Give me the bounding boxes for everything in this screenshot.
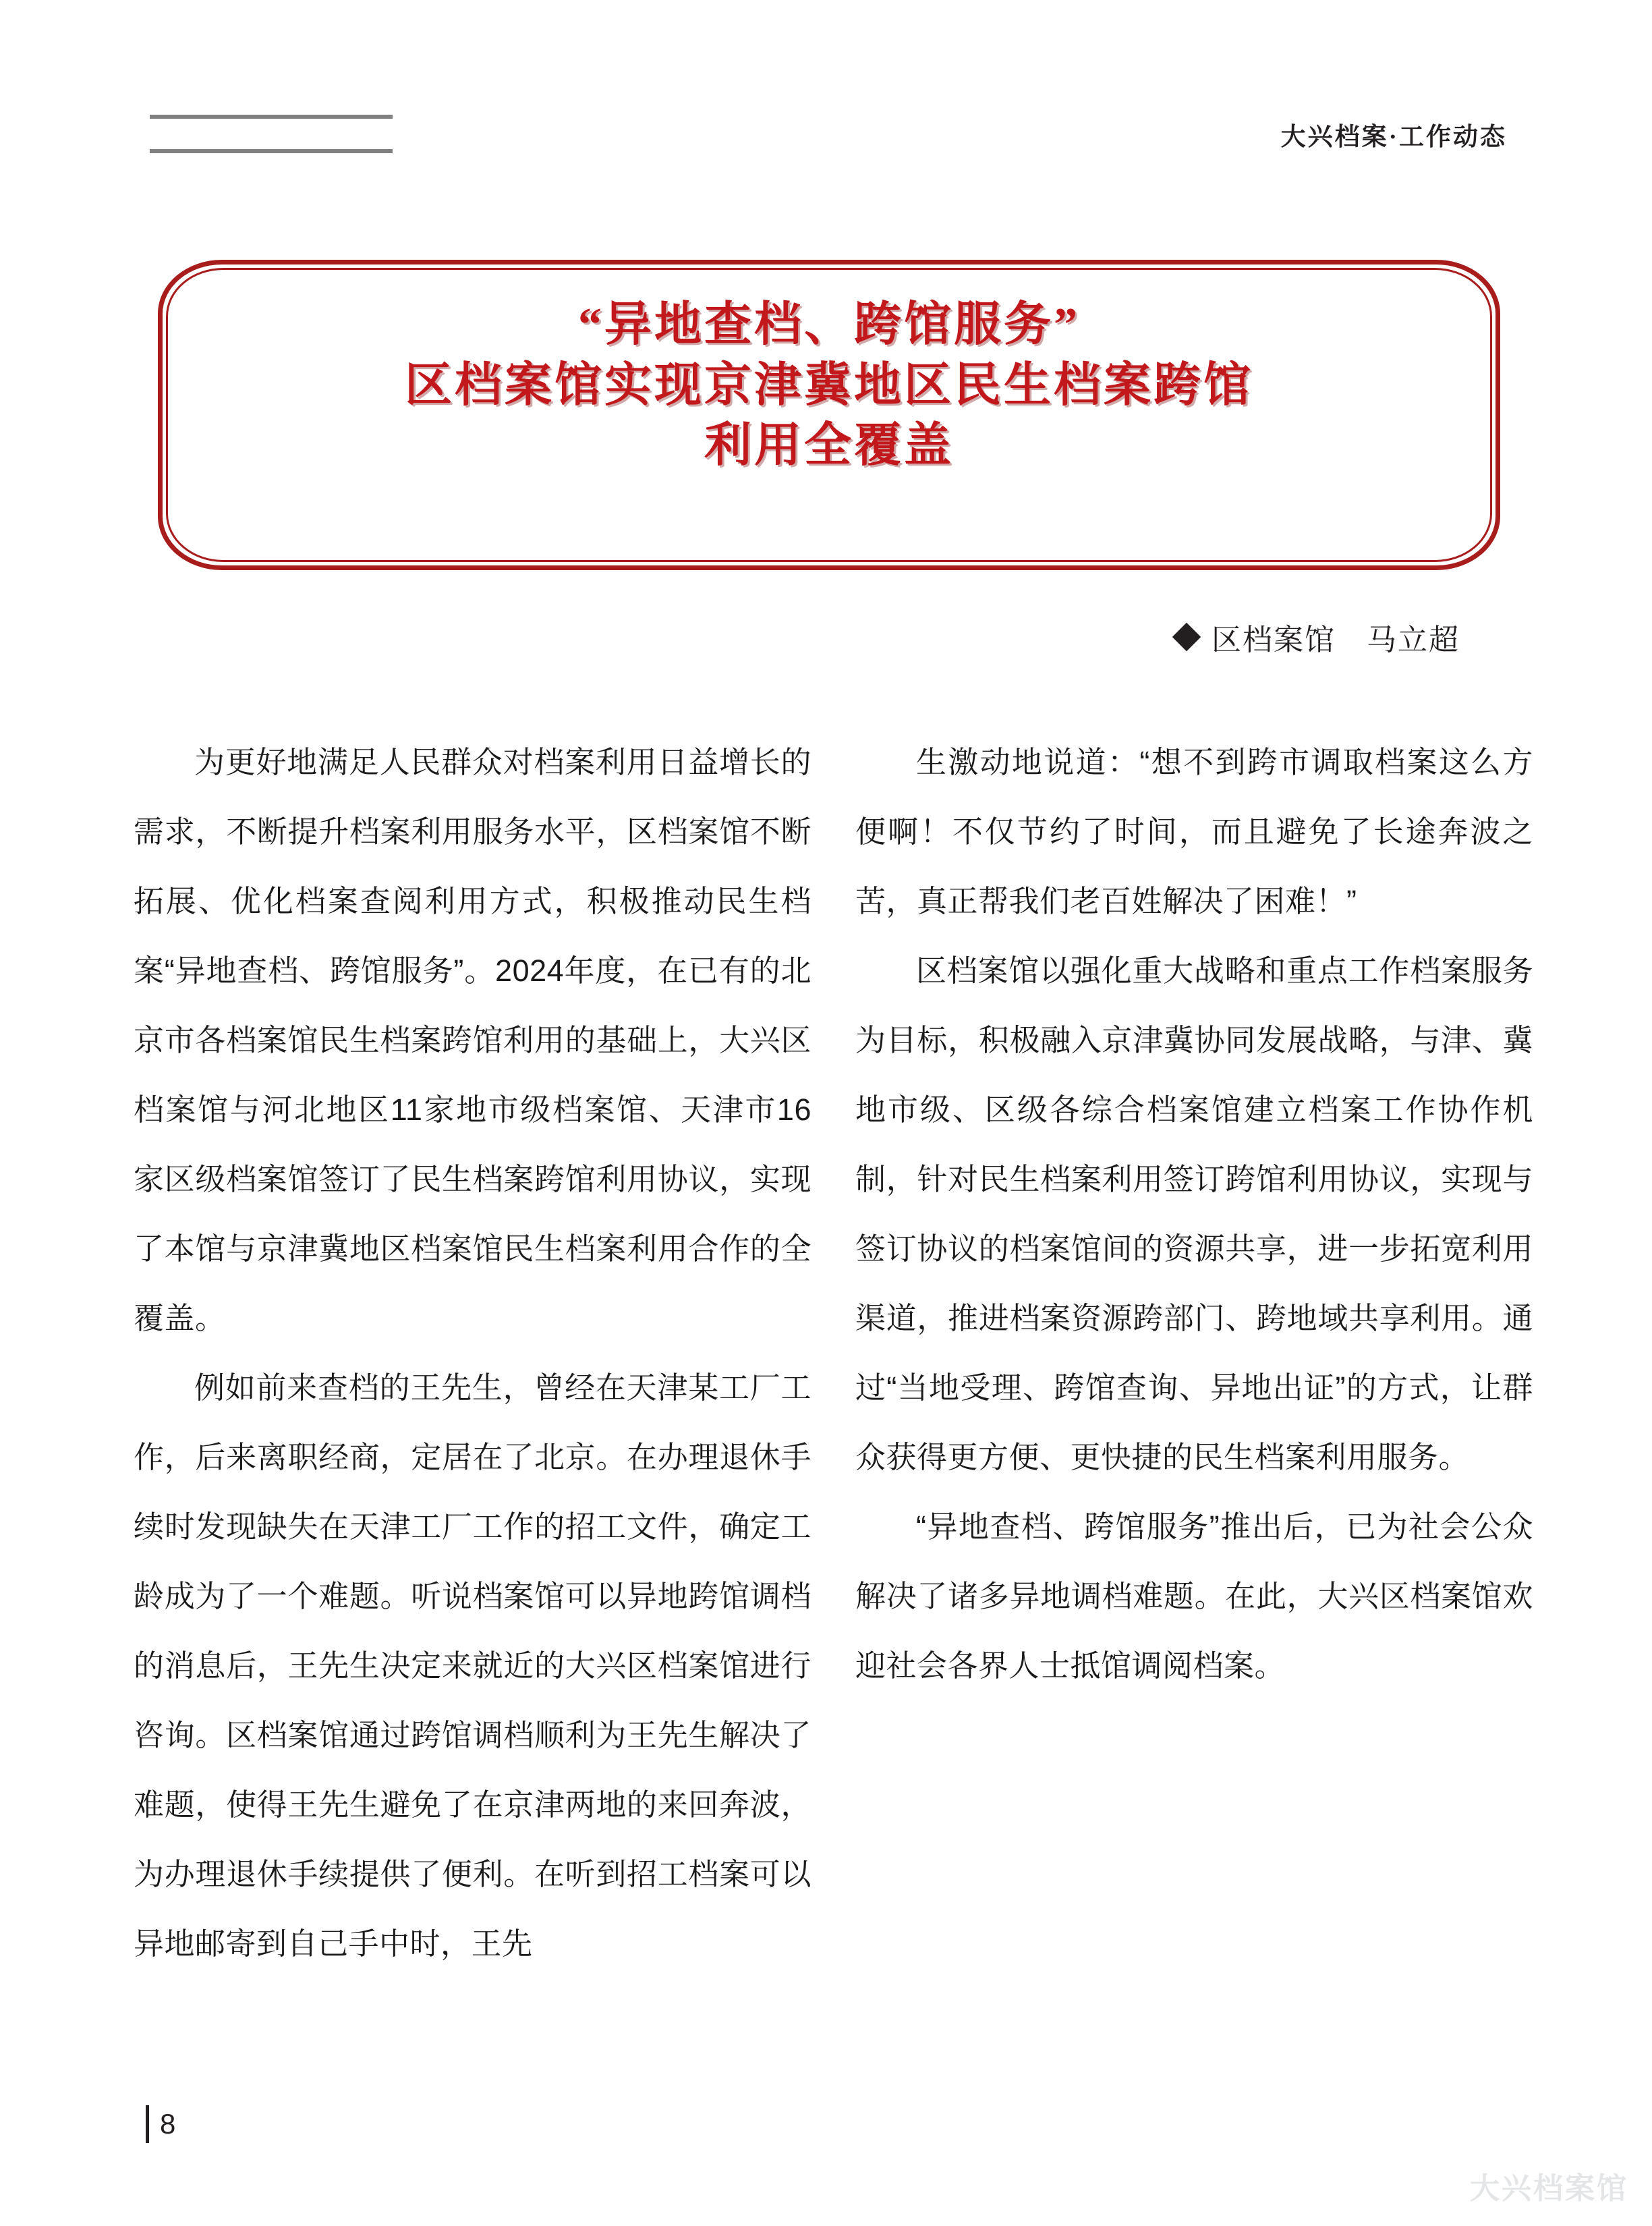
byline-organization: 区档案馆: [1212, 623, 1336, 657]
paragraph: “异地查档、跨馆服务”推出后，已为社会公众解决了诸多异地调档难题。在此，大兴区档案馆欢迎社会各界人士抵馆调阅档案。: [855, 1509, 1533, 1683]
paragraph: 为更好地满足人民群众对档案利用日益增长的需求，不断提升档案利用服务水平，区档案馆不断拓展、优化档案查阅利用方式，积极推动民生档案“异地查档、跨馆服务”。2024年度，在已有的北京市各档案馆民生档案跨馆利用的基础上，大兴区档案馆与河北地区11家地市级档案馆、天津市16家区级档案馆签订了民生档案跨馆利用协议，实现了本馆与京津冀地区档案馆民生档案利用合作的全覆盖。: [134, 745, 811, 1335]
running-head: 大兴档案·工作动态: [1280, 123, 1507, 151]
byline: [1176, 615, 1460, 659]
article-title-box: [158, 260, 1500, 570]
title-line-2: 区档案馆实现京津冀地区民生档案跨馆: [405, 359, 1253, 412]
article-body: [134, 727, 1533, 1978]
page-number: 8: [160, 2108, 176, 2140]
title-line-3: 利用全覆盖: [704, 420, 954, 472]
paragraph: 生激动地说道：“想不到跨市调取档案这么方便啊！不仅节约了时间，而且避免了长途奔波之苦，真正帮我们老百姓解决了困难！”: [855, 745, 1533, 918]
header-rule-top: [150, 115, 393, 119]
body-column-right: [855, 727, 1533, 1978]
byline-author: 马立超: [1367, 623, 1460, 657]
title-line-1: “异地查档、跨馆服务”: [578, 299, 1080, 351]
footer-rule: [146, 2105, 149, 2143]
article-title: [158, 295, 1500, 476]
diamond-icon: [1172, 623, 1201, 651]
body-column-left: [134, 727, 811, 1978]
page-footer: [146, 2105, 175, 2143]
header-rule-group: [150, 115, 393, 153]
header-rule-bottom: [150, 149, 393, 153]
paragraph: 区档案馆以强化重大战略和重点工作档案服务为目标，积极融入京津冀协同发展战略，与津、冀地市级、区级各综合档案馆建立档案工作协作机制，针对民生档案利用签订跨馆利用协议，实现与签订协议的档案馆间的资源共享，进一步拓宽利用渠道，推进档案资源跨部门、跨地域共享利用。通过“当地受理、跨馆查询、异地出证”的方式，让群众获得更方便、更快捷的民生档案利用服务。: [855, 953, 1533, 1474]
paragraph: 例如前来查档的王先生，曾经在天津某工厂工作，后来离职经商，定居在了北京。在办理退休手续时发现缺失在天津工厂工作的招工文件，确定工龄成为了一个难题。听说档案馆可以异地跨馆调档的消息后，王先生决定来就近的大兴区档案馆进行咨询。区档案馆通过跨馆调档顺利为王先生解决了难题，使得王先生避免了在京津两地的来回奔波，为办理退休手续提供了便利。在听到招工档案可以异地邮寄到自己手中时，王先: [134, 1370, 811, 1961]
watermark: 大兴档案馆: [1470, 2172, 1628, 2205]
